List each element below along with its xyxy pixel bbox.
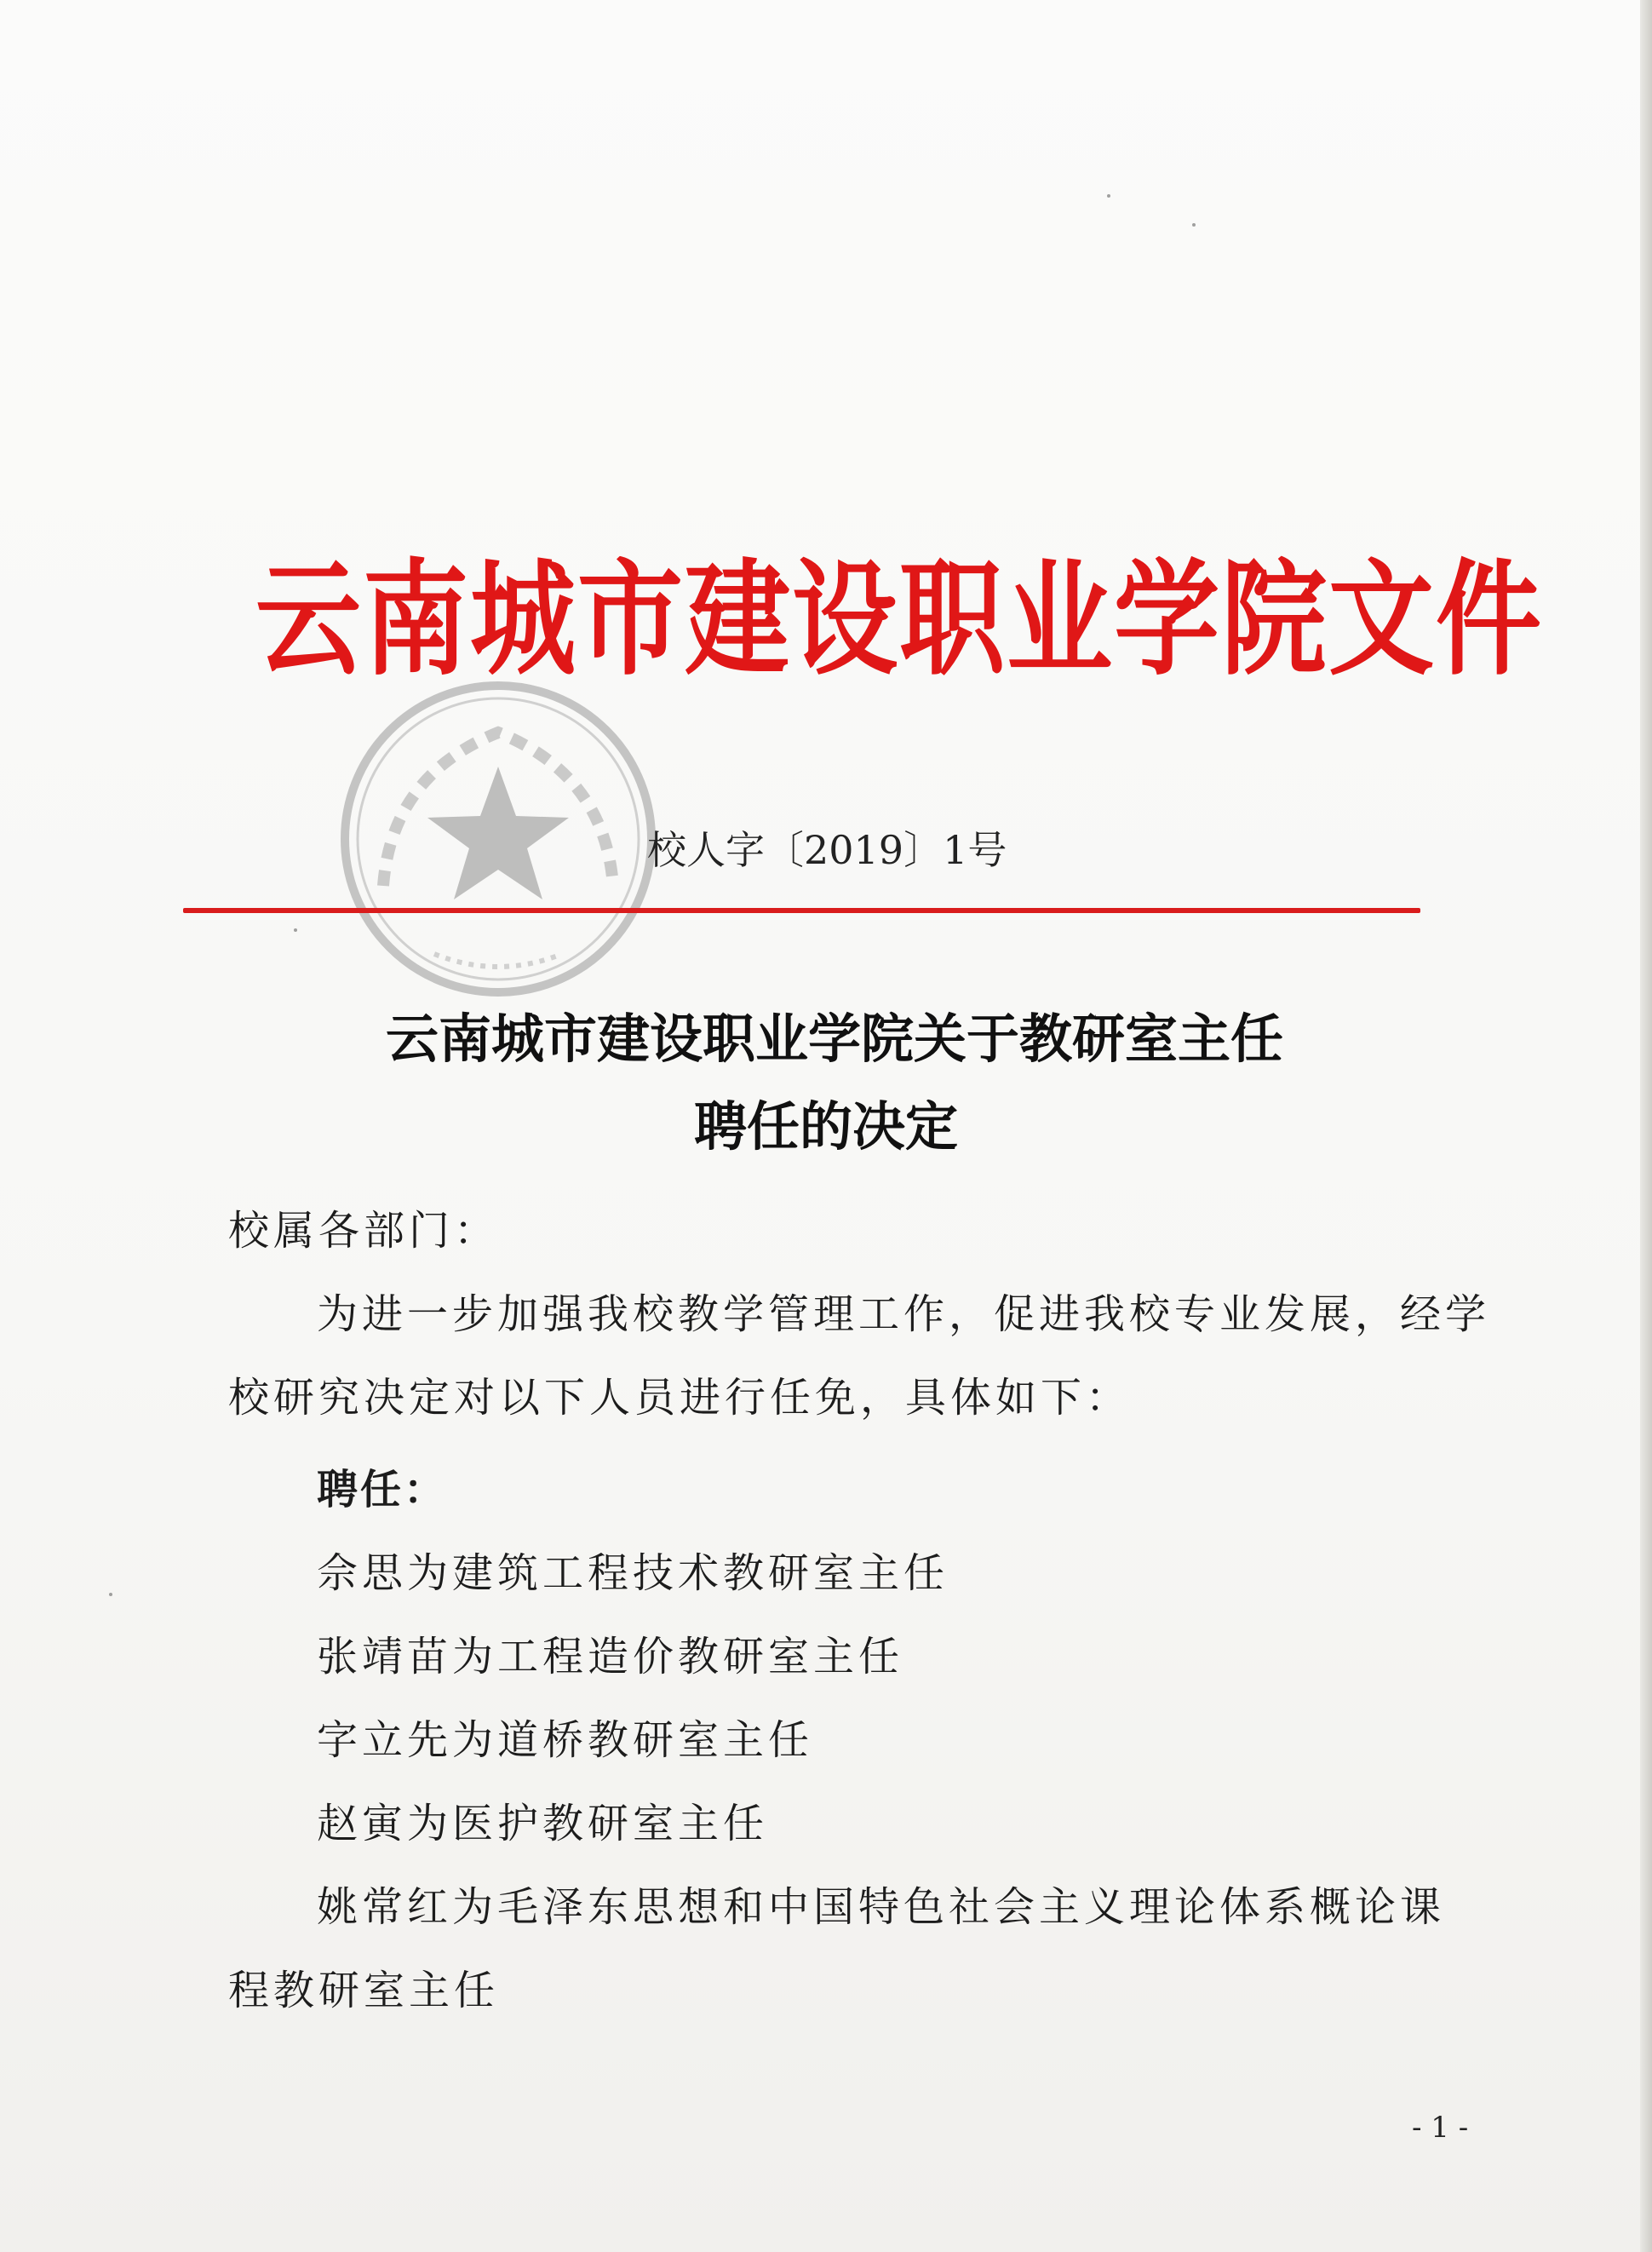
scan-speck — [1107, 194, 1110, 198]
appointment-item: 赵寅为医护教研室主任 — [317, 1800, 769, 1847]
document-header-title: 云南城市建设职业学院文件 — [255, 548, 1544, 693]
appointment-heading: 聘任： — [317, 1466, 448, 1514]
appointment-item: 姚常红为毛泽东思想和中国特色社会主义理论体系概论课 — [317, 1883, 1446, 1931]
appointment-item: 张靖苗为工程造价教研室主任 — [317, 1633, 904, 1680]
scan-speck — [109, 1593, 112, 1596]
salutation: 校属各部门： — [228, 1207, 500, 1255]
intro-paragraph-line-1: 为进一步加强我校教学管理工作，促进我校专业发展，经学 — [317, 1290, 1491, 1338]
appointment-item-continuation: 程教研室主任 — [228, 1967, 500, 2014]
scan-speck — [294, 928, 297, 932]
document-number: 校人字〔2019〕1号 — [647, 827, 1007, 873]
appointment-item: 佘思为建筑工程技术教研室主任 — [317, 1549, 949, 1597]
red-separator-rule — [183, 908, 1420, 913]
appointment-item: 字立先为道桥教研室主任 — [317, 1716, 814, 1764]
page-number: - 1 - — [1412, 2111, 1469, 2145]
intro-paragraph-line-2: 校研究决定对以下人员进行任免，具体如下： — [228, 1374, 1132, 1422]
decision-title-line-2: 聘任的决定 — [693, 1095, 958, 1158]
decision-title-line-1: 云南城市建设职业学院关于教研室主任 — [385, 1008, 1283, 1070]
official-seal-stamp — [332, 673, 664, 1005]
scan-speck — [1192, 223, 1196, 227]
